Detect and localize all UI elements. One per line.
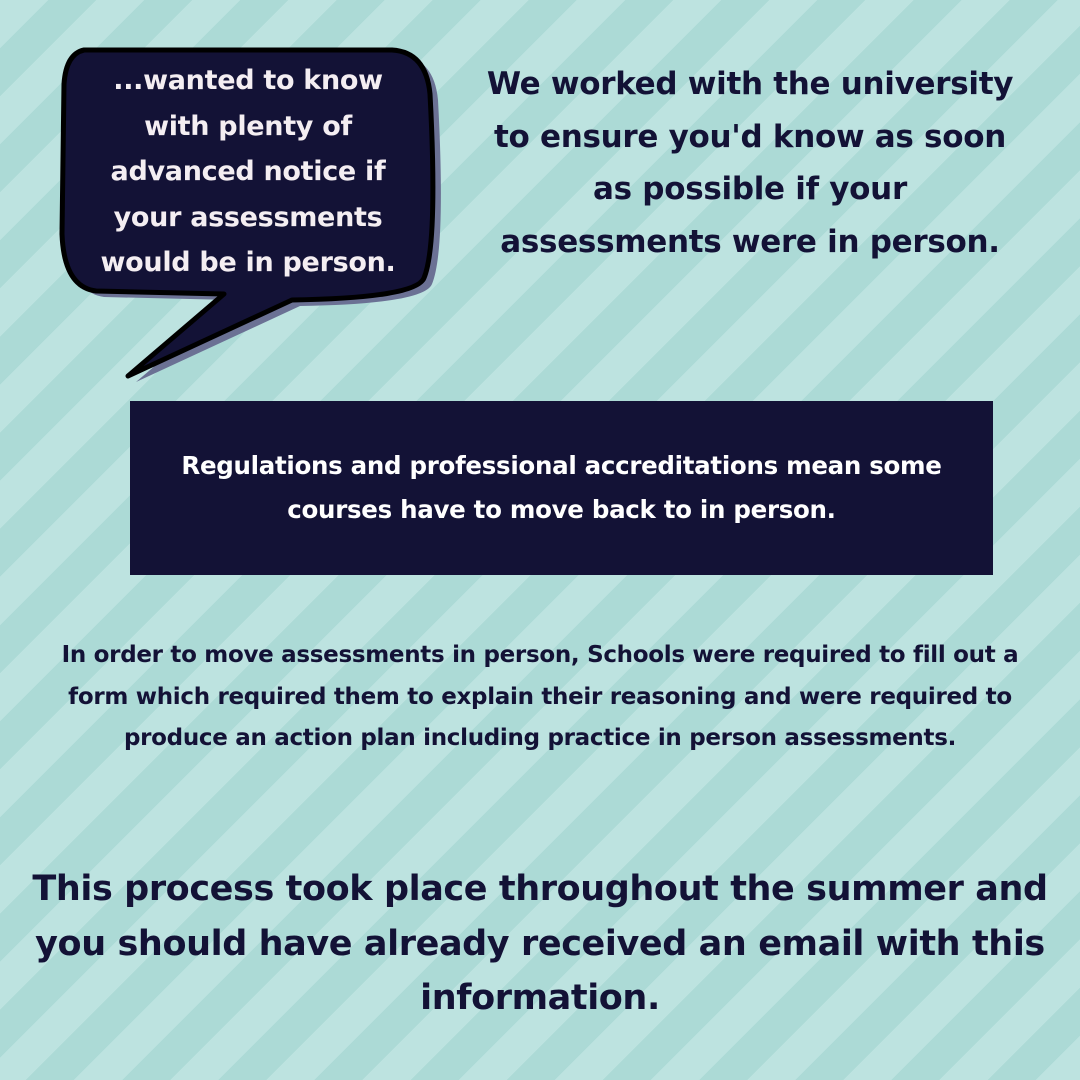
regulations-banner-text: Regulations and professional accreditations mean some courses have to move back to in person. bbox=[181, 451, 942, 524]
process-description: In order to move assessments in person, Schools were required to fill out a form which required them to explain their reasoning and were required to produce an action plan including practice in person assessments. bbox=[61, 642, 1019, 751]
speech-bubble-text: ...wanted to know with plenty of advanced notice if your assessments would be in person. bbox=[100, 65, 396, 278]
regulations-banner bbox=[130, 401, 993, 575]
conclusion-text: This process took place throughout the summer and you should have already received an email with this information. bbox=[32, 869, 1048, 1018]
response-heading: We worked with the university to ensure you'd know as soon as possible if your assessments were in person. bbox=[486, 66, 1014, 260]
